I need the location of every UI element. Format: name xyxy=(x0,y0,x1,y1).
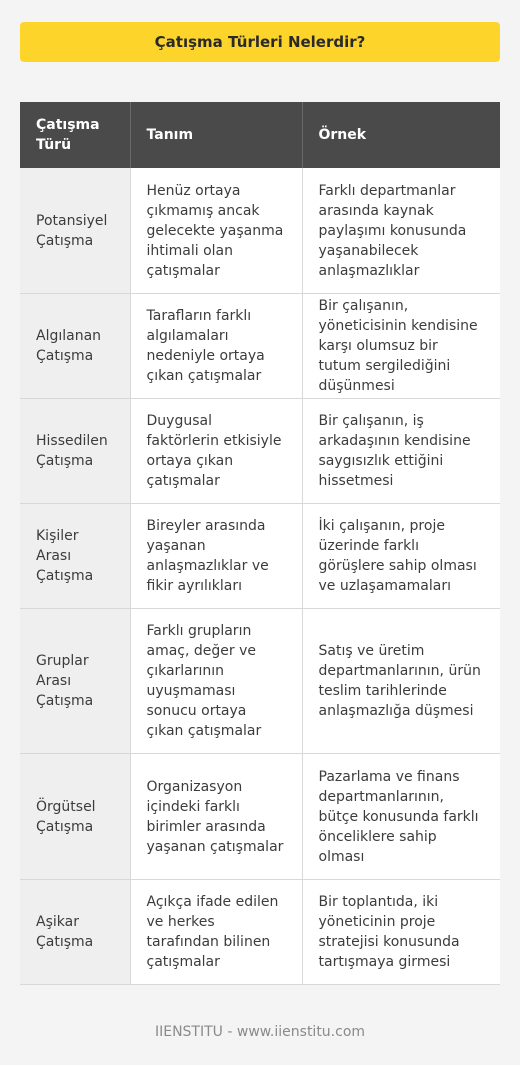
cell-definition: Bireyler arasında yaşanan anlaşmazlıklar ve fikir ayrılıkları xyxy=(130,504,302,609)
cell-example: Farklı departmanlar arasında kaynak paylaşımı konusunda yaşanabilecek anlaşmazlıklar xyxy=(302,168,500,294)
cell-definition: Açıkça ifade edilen ve herkes tarafından bilinen çatışmalar xyxy=(130,880,302,985)
table-header-row xyxy=(20,102,500,168)
header-definition: Tanım xyxy=(130,102,302,168)
cell-type: Hissedilen Çatışma xyxy=(20,399,130,504)
page-title: Çatışma Türleri Nelerdir? xyxy=(20,22,500,62)
cell-example: Bir toplantıda, iki yöneticinin proje stratejisi konusunda tartışmaya girmesi xyxy=(302,880,500,985)
cell-definition: Henüz ortaya çıkmamış ancak gelecekte yaşanma ihtimali olan çatışmalar xyxy=(130,168,302,294)
cell-definition: Farklı grupların amaç, değer ve çıkarlarının uyuşmaması sonucu ortaya çıkan çatışmalar xyxy=(130,609,302,754)
table-row xyxy=(20,609,500,754)
footer-credit: IIENSTITU - www.iienstitu.com xyxy=(154,1024,366,1040)
cell-definition: Duygusal faktörlerin etkisiyle ortaya çıkan çatışmalar xyxy=(130,399,302,504)
table-row xyxy=(20,399,500,504)
cell-type: Örgütsel Çatışma xyxy=(20,754,130,880)
table-row xyxy=(20,168,500,294)
table-row xyxy=(20,754,500,880)
cell-definition: Organizasyon içindeki farklı birimler arasında yaşanan çatışmalar xyxy=(130,754,302,880)
cell-type: Aşikar Çatışma xyxy=(20,880,130,985)
cell-type: Kişiler Arası Çatışma xyxy=(20,504,130,609)
cell-type: Algılanan Çatışma xyxy=(20,294,130,399)
cell-example: İki çalışanın, proje üzerinde farklı görüşlere sahip olması ve uzlaşamamaları xyxy=(302,504,500,609)
table-row xyxy=(20,880,500,985)
cell-example: Bir çalışanın, yöneticisinin kendisine karşı olumsuz bir tutum sergilediğini düşünmesi xyxy=(302,294,500,399)
cell-example: Bir çalışanın, iş arkadaşının kendisine saygısızlık ettiğini hissetmesi xyxy=(302,399,500,504)
cell-type: Potansiyel Çatışma xyxy=(20,168,130,294)
conflict-types-table xyxy=(20,102,500,985)
cell-example: Pazarlama ve finans departmanlarının, bütçe konusunda farklı önceliklere sahip olması xyxy=(302,754,500,880)
table-row xyxy=(20,294,500,399)
cell-definition: Tarafların farklı algılamaları nedeniyle ortaya çıkan çatışmalar xyxy=(130,294,302,399)
table-row xyxy=(20,504,500,609)
cell-example: Satış ve üretim departmanlarının, ürün teslim tarihlerinde anlaşmazlığa düşmesi xyxy=(302,609,500,754)
cell-type: Gruplar Arası Çatışma xyxy=(20,609,130,754)
header-type: Çatışma Türü xyxy=(20,102,130,168)
header-example: Örnek xyxy=(302,102,500,168)
